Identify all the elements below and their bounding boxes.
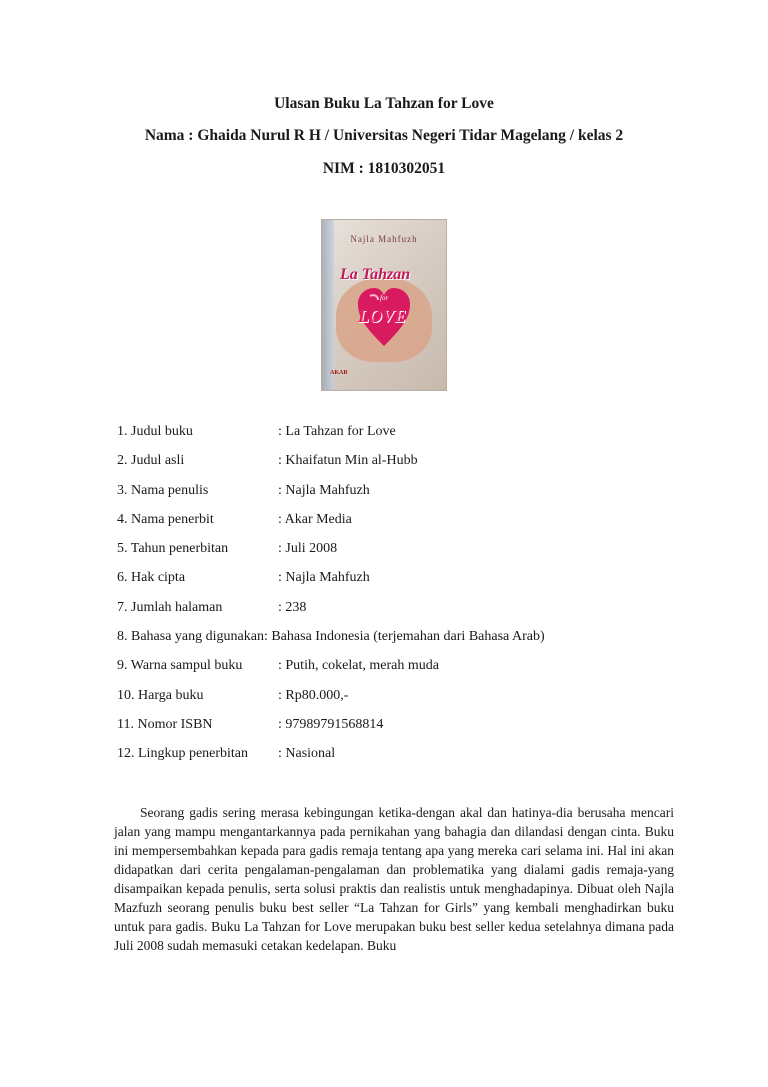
detail-label: 12. Lingkup penerbitan — [117, 746, 249, 762]
detail-row — [117, 716, 717, 745]
detail-label: 4. Nama penerbit — [117, 511, 214, 527]
detail-row — [117, 569, 717, 598]
detail-row — [117, 687, 717, 716]
detail-row — [117, 657, 717, 686]
detail-label: 9. Warna sampul buku — [117, 658, 243, 674]
detail-value: : Khaifatun Min al-Hubb — [278, 453, 418, 469]
detail-value: : Juli 2008 — [278, 541, 338, 557]
student-id: NIM : 1810302051 — [322, 160, 446, 177]
book-details-list — [117, 423, 717, 775]
detail-value: : Putih, cokelat, merah muda — [278, 658, 439, 674]
cover-title-3: LOVE — [358, 306, 407, 326]
detail-value: : Najla Mahfuzh — [278, 570, 370, 586]
detail-value: : Akar Media — [278, 511, 352, 527]
detail-text: 8. Bahasa yang digunakan: Bahasa Indonesia (terjemahan dari Bahasa Arab) — [117, 629, 545, 645]
cover-title-2: for — [380, 294, 389, 302]
detail-label: 11. Nomor ISBN — [117, 716, 213, 732]
detail-row — [117, 423, 717, 452]
cover-edge — [322, 220, 334, 390]
detail-value: : Najla Mahfuzh — [278, 482, 370, 498]
detail-value: : Nasional — [278, 746, 336, 762]
author-info: Nama : Ghaida Nurul R H / Universitas Negeri Tidar Magelang / kelas 2 — [144, 127, 624, 144]
detail-label: 10. Harga buku — [117, 687, 204, 703]
detail-row — [117, 540, 717, 569]
detail-value: : La Tahzan for Love — [278, 424, 396, 439]
detail-row — [117, 511, 717, 540]
detail-row — [117, 745, 717, 774]
detail-label: 6. Hak cipta — [117, 570, 186, 586]
detail-label: 3. Nama penulis — [117, 482, 209, 498]
review-paragraph: Seorang gadis sering merasa kebingungan ketika-dengan akal dan hatinya-dia berusaha mencari jalan yang mampu mengantarkannya pada pernikahan yang bahagia dan dilandasi dengan cinta. Buku ini mempersembahkan kepada para gadis remaja tentang apa yang mereka cari selama ini. Hal ini akan didapatkan dari cerita pengalaman-pengalaman dan problematika yang dialami gadis remaja-yang disampaikan kepada penulis, serta solusi praktis dan realistis untuk menghadapinya. Dibuat oleh Najla Mazfuzh seorang penulis buku best seller “La Tahzan for Girls” yang kembali menghadirkan buku untuk para gadis. Buku La Tahzan for Love merupakan buku best seller kedua setelahnya dimana pada Juli 2008 sudah memasuki cetakan kedelapan. Buku — [114, 805, 674, 953]
detail-label: 1. Judul buku — [117, 424, 193, 439]
cover-author: Najla Mahfuzh — [350, 234, 418, 244]
review-title: Ulasan Buku La Tahzan for Love — [274, 95, 494, 112]
detail-value: : Rp80.000,- — [278, 687, 349, 703]
book-cover-image — [322, 220, 446, 390]
cover-title-1: La Tahzan — [340, 266, 411, 283]
detail-label: 7. Jumlah halaman — [117, 599, 223, 615]
detail-value: : 97989791568814 — [278, 716, 384, 732]
detail-row — [117, 452, 717, 481]
detail-row — [117, 628, 717, 657]
detail-value: : 238 — [278, 599, 307, 615]
publisher-logo: AKAR — [330, 370, 348, 376]
detail-row — [117, 482, 717, 511]
detail-row — [117, 599, 717, 628]
detail-label: 5. Tahun penerbitan — [117, 541, 229, 557]
detail-label: 2. Judul asli — [117, 453, 185, 469]
